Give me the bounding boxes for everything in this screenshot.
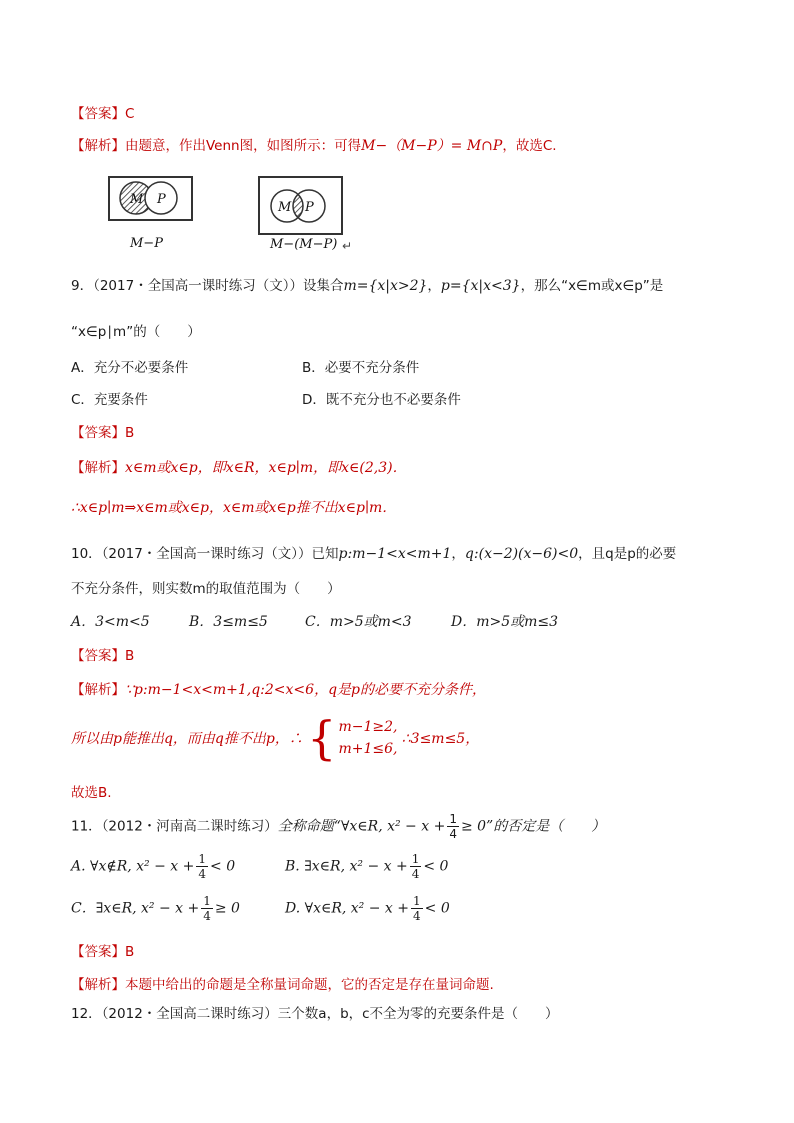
q8-analysis-post: ，故选C. bbox=[502, 138, 557, 154]
venn-m-minus-m-minus-p bbox=[259, 177, 352, 253]
q11-analysis: 本题中给出的命题是全称量词命题，它的否定是存在量词命题. bbox=[125, 977, 494, 993]
q9-analysis-1: x∈m或x∈p，即x∈R，x∈p∣m，即x∈(2,3)． bbox=[125, 460, 407, 476]
q11-option-b: B. ∃x∈R, x² − x + $\frac{1}{4}$ < 0 bbox=[285, 852, 449, 881]
q10-answer-line bbox=[71, 644, 134, 664]
q10-analysis-2b: ∴3≤m≤5， bbox=[401, 731, 480, 747]
q10-analysis-line-3 bbox=[71, 781, 112, 801]
q10-option-d: D．m>5或m≤3 bbox=[451, 614, 559, 630]
q8-answer: C bbox=[125, 106, 135, 122]
q9-analysis-2: ∴x∈p∣m⇒x∈m或x∈p，x∈m或x∈p推不出x∈p∣m． bbox=[71, 500, 397, 516]
q12-number: 12． bbox=[71, 1006, 102, 1022]
q10-analysis-line-2 bbox=[71, 711, 480, 765]
answer-label: 【答案】 bbox=[71, 944, 125, 960]
q10-stem-line-1: 10．（2017・全国高一课时练习（文））已知p:m−1<x<m+1，q:(x−2)(x−6)<0，且q是p的必要 bbox=[71, 546, 677, 562]
circle-m-label-right: M bbox=[278, 200, 292, 215]
venn-label-right: M−(M−P) bbox=[270, 237, 338, 252]
q11-number: 11． bbox=[71, 818, 102, 835]
q9-stem-line-2 bbox=[71, 320, 201, 340]
q10-system-line-1: m−1≥2, bbox=[338, 719, 398, 735]
analysis-label: 【解析】 bbox=[71, 460, 125, 476]
q10-answer: B bbox=[125, 648, 135, 664]
q9-option-a: A．充分不必要条件 bbox=[71, 360, 189, 376]
q11-option-a: A. ∀x∉R, x² − x + $\frac{1}{4}$ < 0 bbox=[71, 852, 236, 881]
q9-analysis-line-2 bbox=[71, 497, 396, 517]
q11-stem-line bbox=[71, 812, 605, 841]
q9-number: 9． bbox=[71, 278, 94, 294]
circle-m-label-left: M bbox=[130, 192, 144, 207]
q9-set-p: p={x|x<3} bbox=[440, 278, 521, 294]
q11-source: （2012・河南高二课时练习） bbox=[101, 818, 278, 835]
circle-p-label-right: P bbox=[305, 200, 314, 215]
q12-source: （2012・全国高二课时练习） bbox=[101, 1006, 278, 1022]
q11-option-d: D. ∀x∈R, x² − x + $\frac{1}{4}$ < 0 bbox=[285, 894, 450, 923]
q10-cond-p: p:m−1<x<m+1 bbox=[338, 546, 452, 562]
q12-stem-line bbox=[71, 1002, 559, 1022]
q8-analysis-line bbox=[71, 134, 557, 155]
q10-source: （2017・全国高一课时练习（文）） bbox=[101, 546, 312, 562]
circle-p-label-left: P bbox=[157, 192, 166, 207]
q10-stem-1: 已知 bbox=[311, 546, 339, 562]
q9-option-c: C．充要条件 bbox=[71, 392, 148, 408]
venn-m-minus-p bbox=[109, 177, 192, 251]
q11-answer: B bbox=[125, 944, 135, 960]
q10-analysis-2a: 所以由p能推出q，而由q推不出p，∴ bbox=[71, 731, 303, 747]
q9-option-b: B．必要不充分条件 bbox=[302, 360, 420, 376]
q9-option-d: D．既不充分也不必要条件 bbox=[302, 392, 461, 408]
q10-number: 10． bbox=[71, 546, 102, 562]
answer-label: 【答案】 bbox=[71, 106, 125, 122]
q11-stem-2: ≥ 0”的否定是（ ） bbox=[460, 818, 606, 835]
q11-answer-line bbox=[71, 940, 134, 960]
return-mark: ↵ bbox=[342, 239, 353, 253]
q9-stem-1: 设集合 bbox=[302, 278, 344, 294]
q9-analysis-line-1 bbox=[71, 456, 407, 477]
q10-option-b: B．3≤m≤5 bbox=[189, 614, 268, 630]
q9-stem-2: ，那么 bbox=[520, 278, 562, 294]
analysis-label: 【解析】 bbox=[71, 682, 125, 698]
q8-answer-line bbox=[71, 102, 134, 122]
q11-fraction: $\frac{1}{4}$ bbox=[449, 812, 457, 841]
q9-stem-3: “x∈m或x∈p”是 bbox=[561, 278, 664, 294]
q10-analysis-line-1 bbox=[71, 678, 486, 699]
q10-analysis-1: ∵p:m−1<x<m+1,q:2<x<6，q是p的必要不充分条件， bbox=[125, 682, 486, 698]
venn-diagrams bbox=[0, 168, 794, 258]
q9-source: （2017・全国高一课时练习（文）） bbox=[93, 278, 303, 294]
q10-cond-q: q:(x−2)(x−6)<0 bbox=[464, 546, 579, 562]
q10-option-c: C．m>5或m<3 bbox=[305, 614, 412, 630]
answer-label: 【答案】 bbox=[71, 425, 125, 441]
q11-option-c: C．∃x∈R, x² − x + $\frac{1}{4}$ ≥ 0 bbox=[71, 894, 240, 923]
q10-option-a: A．3<m<5 bbox=[71, 614, 150, 630]
q9-answer: B bbox=[125, 425, 135, 441]
q9-stem-4: “x∈p∣m”的（ ） bbox=[71, 324, 201, 340]
q10-stem-2: ，且q是p的必要 bbox=[578, 546, 677, 562]
q8-analysis-pre: 由题意，作出Venn图，如图所示：可得 bbox=[125, 138, 362, 154]
q10-analysis-3: 故选B. bbox=[71, 785, 112, 801]
q10-stem-3: 不充分条件，则实数m的取值范围为（ ） bbox=[71, 581, 341, 597]
analysis-label: 【解析】 bbox=[71, 977, 125, 993]
q9-answer-line bbox=[71, 421, 134, 441]
q10-stem-line-2 bbox=[71, 577, 341, 597]
q11-stem-1: 全称命题“∀x∈R, x² − x + bbox=[277, 818, 446, 835]
answer-label: 【答案】 bbox=[71, 648, 125, 664]
q9-stem-line-1: 9．（2017・全国高一课时练习（文））设集合m={x|x>2}，p={x|x<3}，那么“x∈m或x∈p”是 bbox=[71, 278, 664, 294]
analysis-label: 【解析】 bbox=[71, 138, 125, 154]
q11-analysis-line bbox=[71, 973, 494, 993]
q9-set-m: m={x|x>2} bbox=[343, 278, 428, 294]
q8-analysis-math: M−（M−P）= M∩P bbox=[361, 138, 503, 154]
q10-system-line-2: m+1≤6, bbox=[338, 741, 398, 757]
q12-stem: 三个数a，b，c不全为零的充要条件是（ ） bbox=[277, 1006, 559, 1022]
q10-system: { m−1≥2, m+1≤6, bbox=[307, 711, 398, 765]
venn-label-left: M−P bbox=[130, 236, 163, 251]
